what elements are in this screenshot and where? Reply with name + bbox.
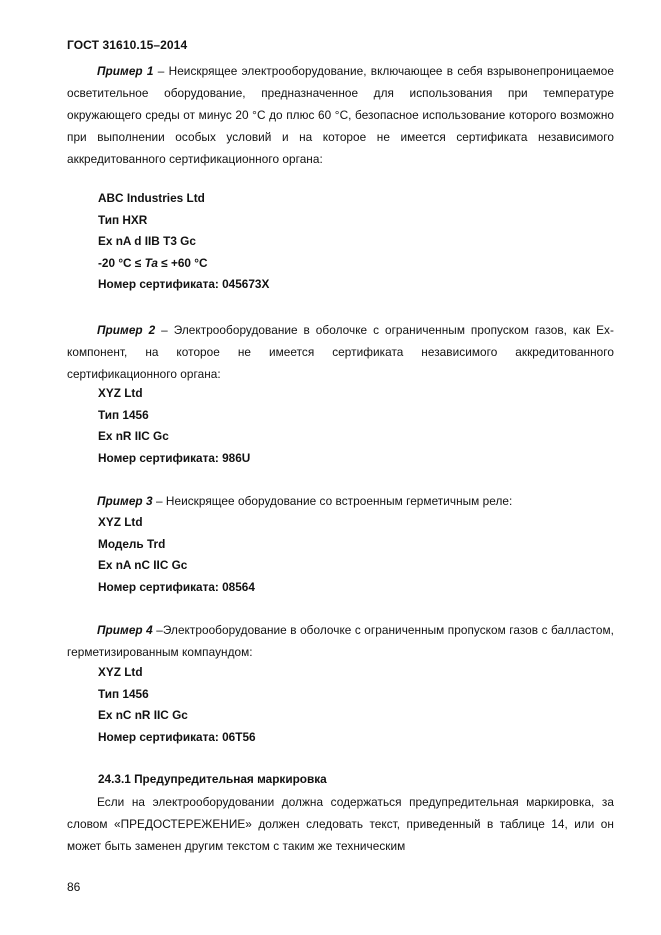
example-4-label: Пример 4 (97, 623, 153, 637)
marking-manufacturer: XYZ Ltd (98, 665, 143, 679)
marking-model: Модель Trd (98, 536, 166, 551)
example-3-text: – Неискрящее оборудование со встроенным герметичным реле: (152, 494, 513, 508)
marking-certificate-number: Номер сертификата: 08564 (98, 579, 255, 594)
page-number: 86 (67, 880, 81, 894)
example-1-label: Пример 1 (97, 64, 154, 78)
example-3-marking (98, 512, 255, 598)
section-paragraph: Если на электрооборудовании должна содержаться предупредительная маркировка, за словом «ПРЕДОСТЕРЕЖЕНИЕ» должен следовать текст, приведенный в таблице 14, или он может быть заменен другим текстом с таким же техническим (67, 795, 614, 853)
marking-type: Тип HXR (98, 212, 148, 227)
marking-type: Тип 1456 (98, 407, 149, 422)
section-heading: 24.3.1 Предупредительная маркировка (98, 772, 327, 786)
example-3-label: Пример 3 (97, 494, 153, 508)
example-2-marking (98, 383, 250, 469)
example-1-text: – Неискрящее электрооборудование, включающее в себя взрывонепроницаемое осветительное оборудование, предназначенное для использования при температуре окружающего среды от минус 20 °С до плюс 60 °С, безопасное использование которого возможно при выполнении особых условий и на которое не имеется сертификата независимого аккредитованного сертификационного органа: (67, 64, 614, 166)
example-4-marking (98, 662, 256, 748)
marking-ex-code: Ex nR IIC Gc (98, 429, 169, 443)
marking-manufacturer: XYZ Ltd (98, 386, 143, 400)
marking-ex-code: Ex nC nR IIC Gc (98, 708, 188, 722)
example-1-marking (98, 188, 269, 296)
marking-ex-code: Ex nA nC IIC Gc (98, 558, 188, 572)
marking-type: Тип 1456 (98, 686, 149, 701)
example-1-paragraph (67, 60, 614, 170)
marking-certificate-number: Номер сертификата: 045673X (98, 277, 270, 291)
example-3-paragraph (67, 490, 614, 512)
example-2-label: Пример 2 (97, 323, 156, 337)
marking-ex-code: Ex nA d IIB T3 Gc (98, 234, 196, 248)
example-2-text: – Электрооборудование в оболочке с ограниченным пропуском газов, как Ex-компонент, на которое не имеется сертификата независимого аккредитованного сертификационного органа: (67, 323, 614, 381)
marking-manufacturer: XYZ Ltd (98, 515, 143, 529)
example-4-paragraph (67, 619, 614, 663)
document-code: ГОСТ 31610.15–2014 (67, 38, 188, 52)
marking-certificate-number: Номер сертификата: 06T56 (98, 729, 256, 744)
example-4-text: –Электрооборудование в оболочке с ограниченным пропуском газов с балластом, герметизированным компаундом: (67, 623, 614, 659)
example-2-paragraph (67, 319, 614, 385)
marking-manufacturer: ABC Industries Ltd (98, 191, 205, 205)
marking-temperature-range: -20 °С ≤ Ta ≤ +60 °С (98, 255, 208, 270)
marking-certificate-number: Номер сертификата: 986U (98, 450, 251, 465)
